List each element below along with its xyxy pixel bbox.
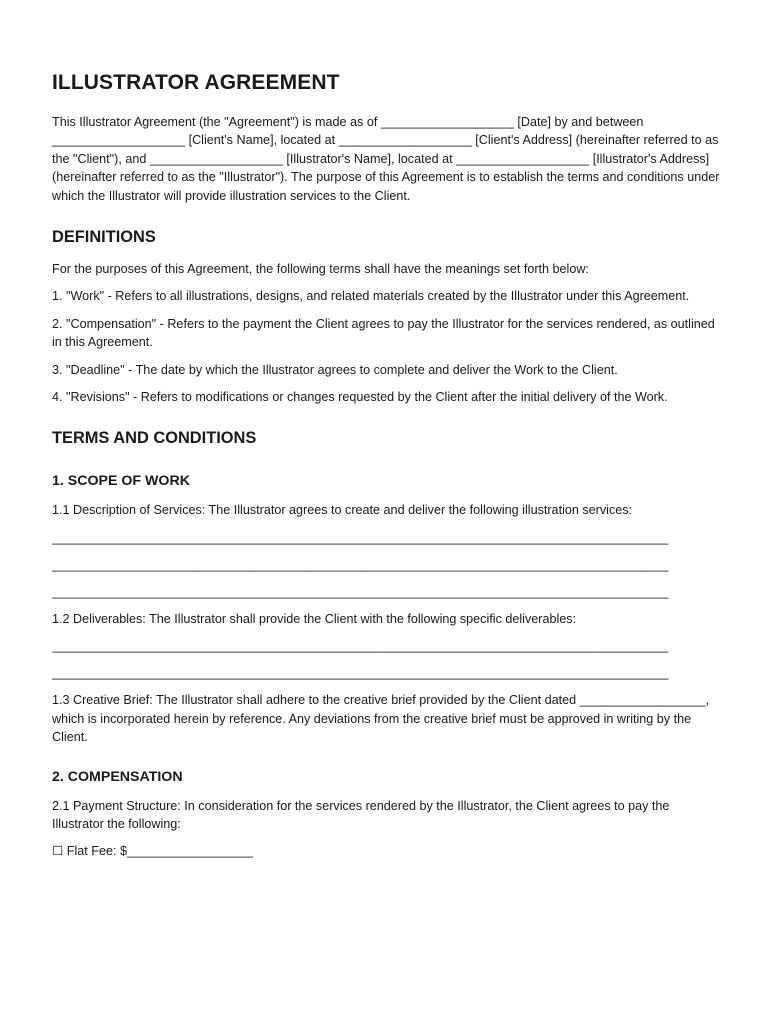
- terms-heading: TERMS AND CONDITIONS: [52, 429, 257, 448]
- deliverables-blank-line-2: ________________________________________________________________________________________: [52, 666, 669, 681]
- intro-paragraph: This Illustrator Agreement (the "Agreement") is made as of ___________________ [Date] by and between ___________________ [Client's Name], located at ___________________ [Client's Address] (hereinafter referred to as the "Client"), and ___________________ [Illustrator's Name], located at ___________________ [Illustrator's Address] (hereinafter referred to as the "Illustrator"). The purpose of this Agreement is to establish the terms and conditions under which the Illustrator will provide illustration services to the Client.: [52, 115, 720, 203]
- definition-item-revisions: 4. "Revisions" - Refers to modifications or changes requested by the Client after the initial delivery of the Work.: [52, 390, 668, 405]
- definitions-heading: DEFINITIONS: [52, 228, 156, 247]
- document-page: [52, 70, 720, 860]
- definition-item-deadline: 3. "Deadline" - The date by which the Illustrator agrees to complete and deliver the Work to the Client.: [52, 362, 618, 377]
- definition-item-compensation: 2. "Compensation" - Refers to the payment the Client agrees to pay the Illustrator for the services rendered, as outlined in this Agreement.: [52, 316, 715, 350]
- services-blank-line-3: ________________________________________________________________________________________: [52, 584, 669, 599]
- payment-structure-paragraph: 2.1 Payment Structure: In consideration for the services rendered by the Illustrator, the Client agrees to pay the Illustrator the following:: [52, 798, 670, 831]
- deliverables-paragraph: 1.2 Deliverables: The Illustrator shall provide the Client with the following specific deliverables:: [52, 611, 577, 626]
- deliverables-blank-line-1: ________________________________________________________________________________________: [52, 639, 669, 654]
- services-blank-line-1: ________________________________________________________________________________________: [52, 530, 669, 545]
- compensation-heading: 2. COMPENSATION: [52, 768, 183, 785]
- document-title: ILLUSTRATOR AGREEMENT: [52, 71, 340, 94]
- services-blank-line-2: ________________________________________________________________________________________: [52, 557, 669, 572]
- description-of-services: 1.1 Description of Services: The Illustrator agrees to create and deliver the following illustration services:: [52, 503, 633, 518]
- flat-fee-checkbox-line[interactable]: ☐ Flat Fee: $__________________: [52, 844, 254, 859]
- creative-brief-paragraph: 1.3 Creative Brief: The Illustrator shall adhere to the creative brief provided by the Client dated __________________, which is incorporated herein by reference. Any deviations from the creative brief must be approved in writing by the Client.: [52, 693, 710, 745]
- scope-heading: 1. SCOPE OF WORK: [52, 473, 190, 490]
- definitions-intro: For the purposes of this Agreement, the following terms shall have the meanings set forth below:: [52, 262, 589, 277]
- definition-item-work: 1. "Work" - Refers to all illustrations, designs, and related materials created by the Illustrator under this Agreement.: [52, 289, 690, 304]
